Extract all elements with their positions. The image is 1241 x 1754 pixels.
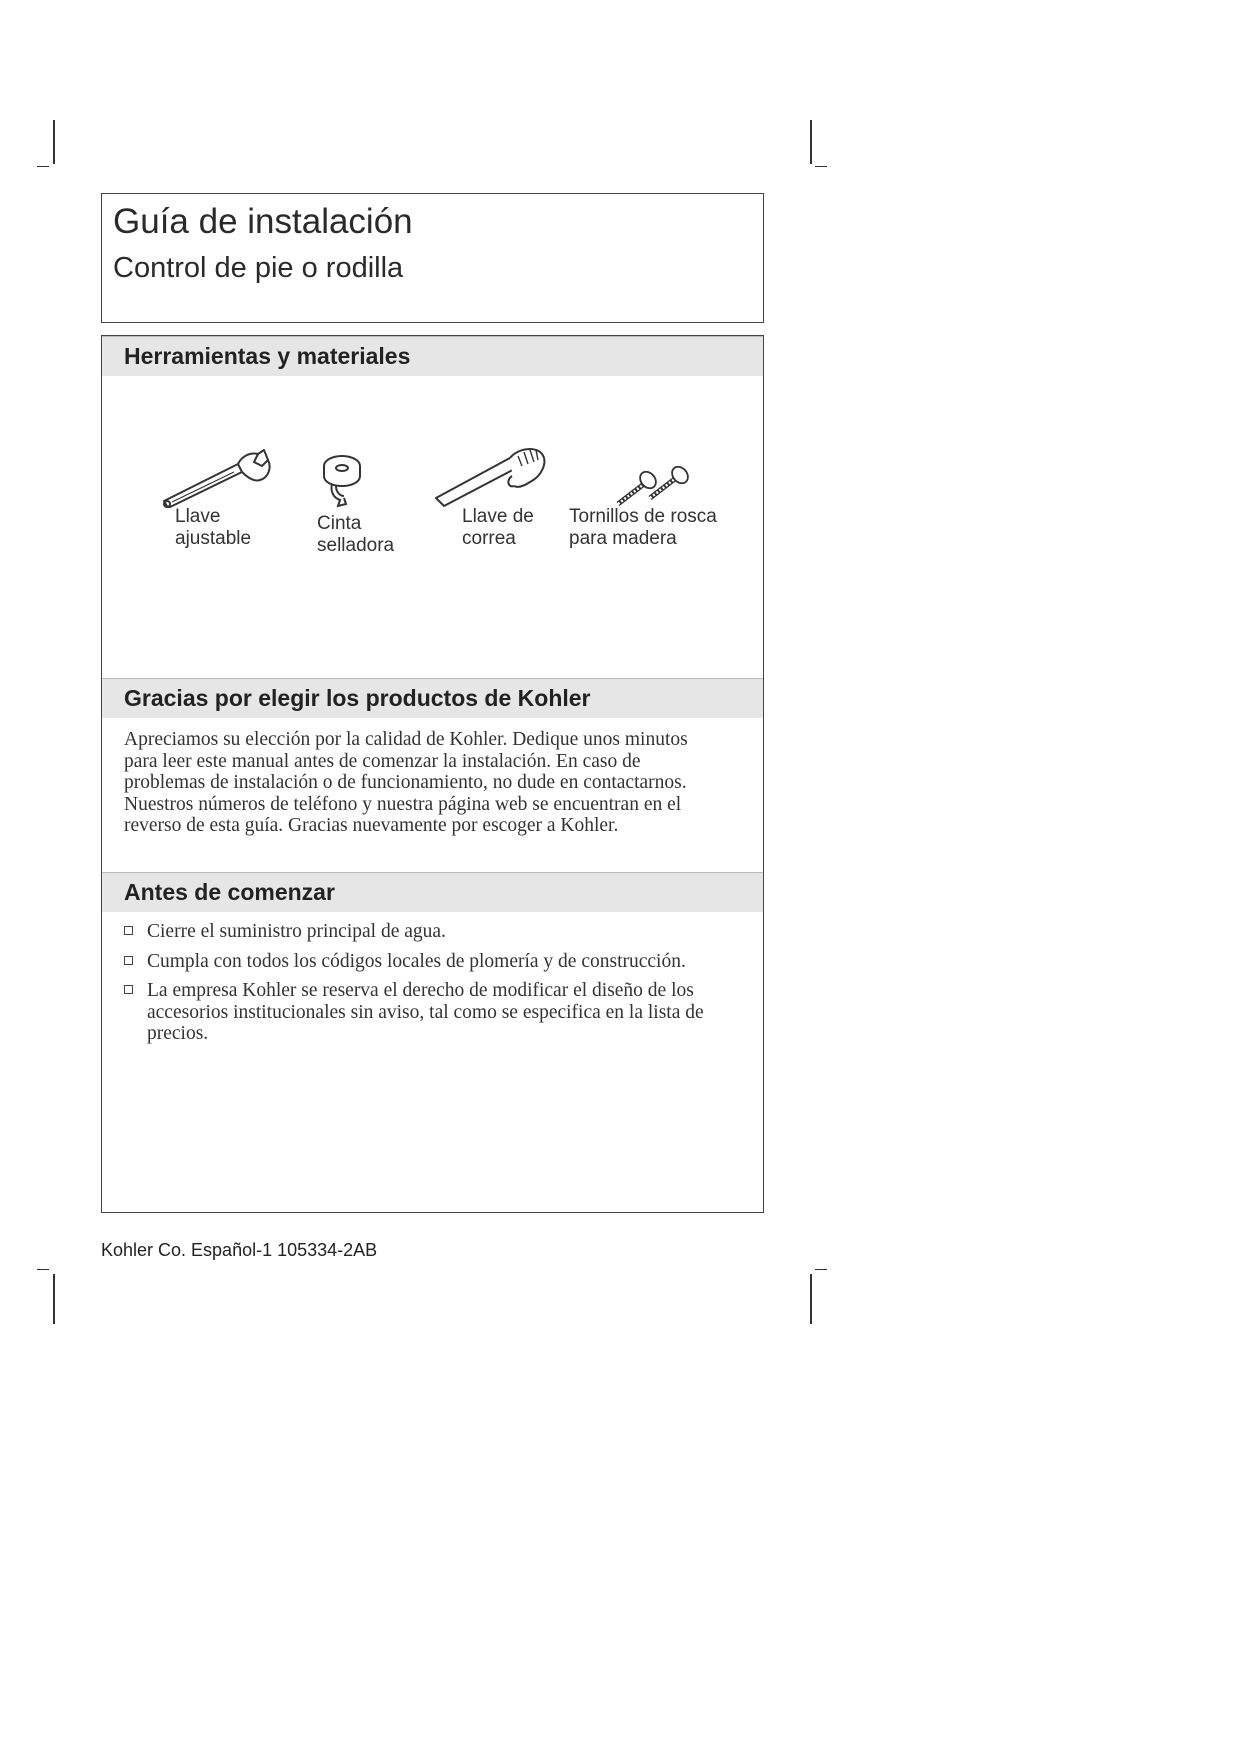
checklist-item-text: Cumpla con todos los códigos locales de plomería y de construcción. <box>147 950 686 972</box>
checklist-item-text: La empresa Kohler se reserva el derecho de modificar el diseño de los accesorios institucionales sin aviso, tal como se especifica en la lista de precios. <box>147 980 704 1044</box>
tool-label: Llave de correa <box>462 506 534 549</box>
crop-mark <box>53 1274 55 1324</box>
before-section-header <box>102 872 763 912</box>
crop-mark <box>37 1269 49 1270</box>
tools-section-heading: Herramientas y materiales <box>124 343 411 369</box>
page-footer: Kohler Co. Español-1 105334-2AB <box>101 1240 378 1260</box>
thanks-section-header <box>102 678 763 718</box>
checkbox-icon <box>124 926 133 935</box>
page-title: Guía de instalación <box>113 202 413 241</box>
sealing-tape-icon <box>318 454 366 508</box>
strap-wrench-icon <box>432 446 552 508</box>
checklist-item-text: Cierre el suministro principal de agua. <box>147 921 446 942</box>
checklist-item <box>124 951 724 973</box>
tool-item <box>569 466 717 550</box>
content-box <box>101 335 764 1213</box>
checkbox-icon <box>124 956 133 965</box>
adjustable-wrench-icon <box>158 446 276 508</box>
checklist <box>124 921 724 1053</box>
tool-item <box>318 454 394 557</box>
crop-mark <box>37 166 49 167</box>
thanks-section-heading: Gracias por elegir los productos de Kohler <box>124 685 591 711</box>
crop-mark <box>810 1274 812 1324</box>
tools-section-header <box>102 336 763 376</box>
crop-mark <box>810 120 812 164</box>
tool-item <box>158 446 276 550</box>
crop-mark <box>815 166 827 167</box>
checklist-item <box>124 921 724 943</box>
title-box <box>101 193 764 323</box>
tool-label: Cinta selladora <box>317 513 395 556</box>
before-section-heading: Antes de comenzar <box>124 879 335 905</box>
checklist-item <box>124 980 724 1045</box>
crop-mark <box>53 120 55 164</box>
page-subtitle: Control de pie o rodilla <box>113 252 404 284</box>
crop-mark <box>815 1269 827 1270</box>
checkbox-icon <box>124 985 133 994</box>
wood-screws-icon <box>590 466 702 506</box>
tool-label: Tornillos de rosca para madera <box>569 506 717 549</box>
thanks-paragraph: Apreciamos su elección por la calidad de Kohler. Dedique unos minutos para leer este manual antes de comenzar la instalación. En caso de problemas de instalación o de funcionamiento, no dude en contactarnos. Nuestros números de teléfono y nuestra página web se encuentran en el reverso de esta guía. Gracias nuevamente por escoger a Kohler. <box>124 729 688 836</box>
tool-item <box>432 446 552 550</box>
tool-label: Llave ajustable <box>175 506 252 549</box>
